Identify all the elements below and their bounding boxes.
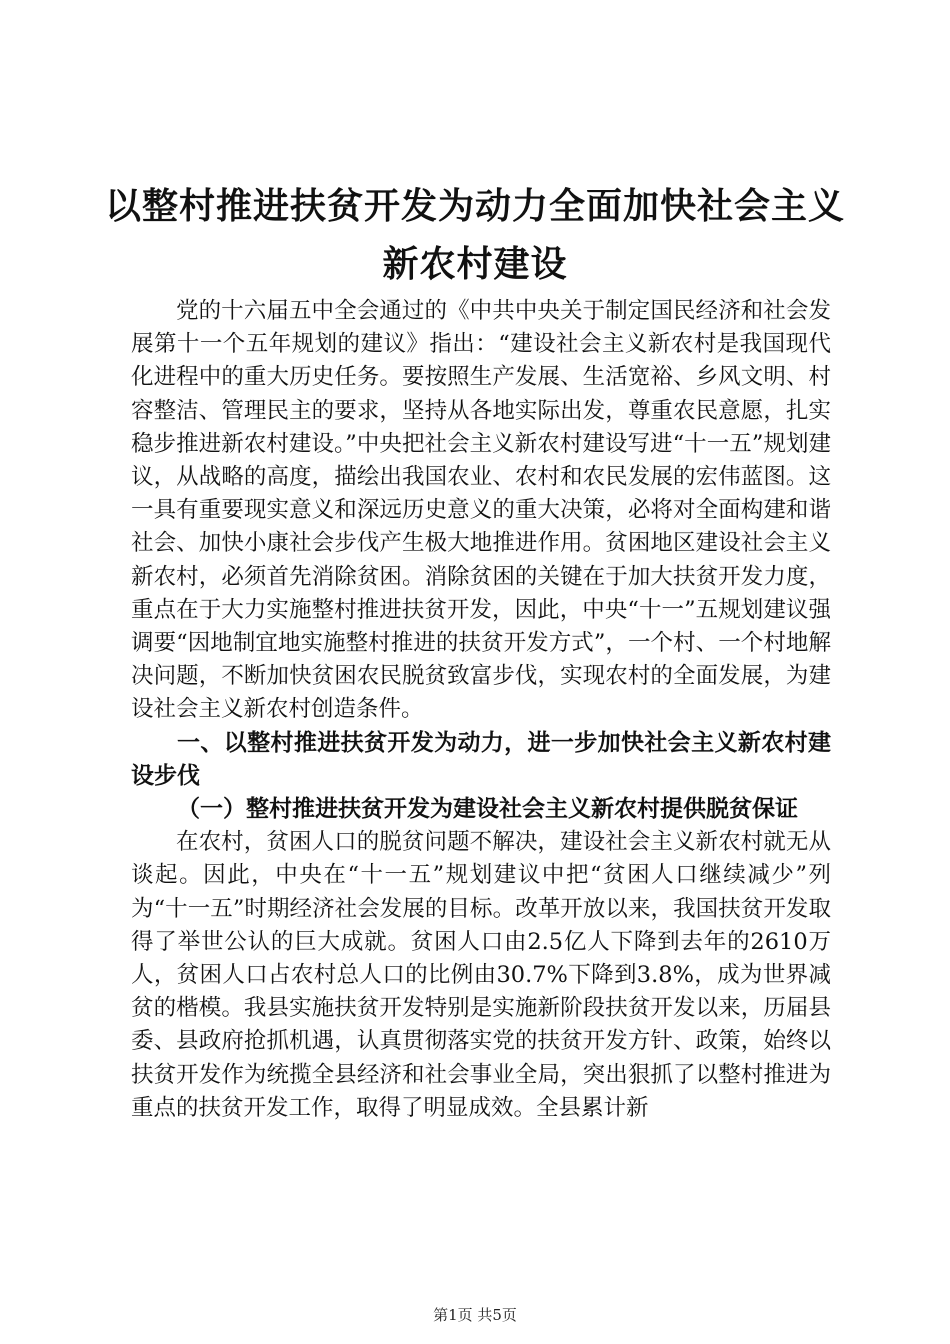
body-paragraph: 在农村，贫困人口的脱贫问题不解决，建设社会主义新农村就无从谈起。因此，中央在“十一五”规划建议中把“贫困人口继续减少”列为“十一五”时期经济社会发展的目标。改革开放以来，我国扶贫开发取得了举世公认的巨大成就。贫困人口由2.5亿人下降到去年的2610万人，贫困人口占农村总人口的比例由30.7%下降到3.8%，成为世界减贫的楷模。我县实施扶贫开发特别是实施新阶段扶贫开发以来，历届县委、县政府抢抓机遇，认真贯彻落实党的扶贫开发方针、政策，始终以扶贫开发作为统揽全县经济和社会事业全局，突出狠抓了以整村推进为重点的扶贫开发工作，取得了明显成效。全县累计新 bbox=[131, 829, 831, 1121]
page-footer: 第1页 共5页 bbox=[433, 1306, 517, 1324]
document-body bbox=[131, 295, 831, 1125]
section-heading: 一、以整村推进扶贫开发为动力，进一步加快社会主义新农村建设步伐 bbox=[131, 729, 831, 789]
body-paragraph: 党的十六届五中全会通过的《中共中央关于制定国民经济和社会发展第十一个五年规划的建议》指出：“建设社会主义新农村是我国现代化进程中的重大历史任务。要按照生产发展、生活宽裕、乡风文明、村容整洁、管理民主的要求，坚持从各地实际出发，尊重农民意愿，扎实稳步推进新农村建设。”中央把社会主义新农村建设写进“十一五”规划建议，从战略的高度，描绘出我国农业、农村和农民发展的宏伟蓝图。这一具有重要现实意义和深远历史意义的重大决策，必将对全面构建和谐社会、加快小康社会步伐产生极大地推进作用。贫困地区建设社会主义新农村，必须首先消除贫困。消除贫困的关键在于加大扶贫开发力度，重点在于大力实施整村推进扶贫开发，因此，中央“十一”五规划建议强调要“因地制宜地实施整村推进的扶贫开发方式”，一个村、一个村地解决问题，不断加快贫困农民脱贫致富步伐，实现农村的全面发展，为建设社会主义新农村创造条件。 bbox=[131, 298, 831, 723]
subsection-heading: （一）整村推进扶贫开发为建设社会主义新农村提供脱贫保证 bbox=[177, 796, 798, 823]
document-title: 以整村推进扶贫开发为动力全面加快社会主义新农村建设 bbox=[104, 186, 845, 285]
